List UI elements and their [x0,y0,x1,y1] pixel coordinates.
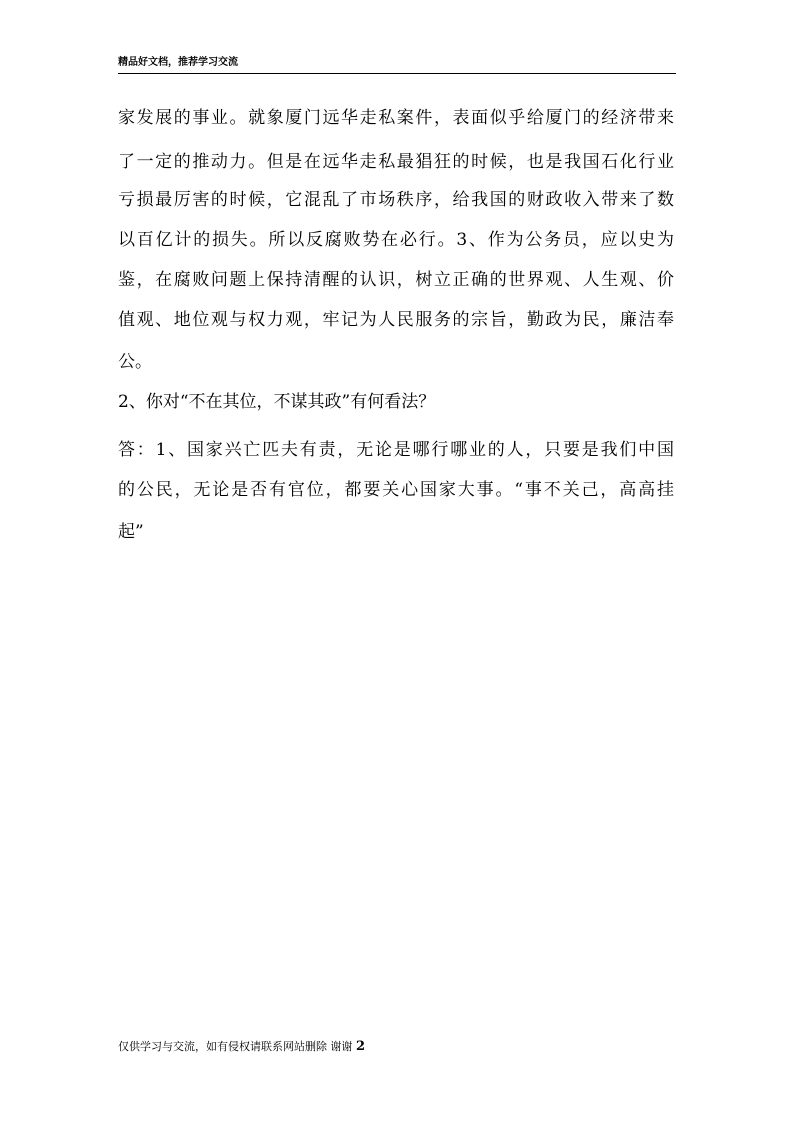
body-line-2: 了一定的推动力。但是在远华走私最猖狂的时候，也是我国石化行业 [118,152,674,172]
body-line-3: 亏损最厉害的时候，它混乱了市场秩序，给我国的财政收入带来了数 [118,190,674,210]
body-line-6: 值观、地位观与权力观，牢记为人民服务的宗旨，勤政为民，廉洁奉 [118,310,674,330]
body-line-7: 公。 [118,352,152,372]
body-line-1: 家发展的事业。就象厦门远华走私案件，表面似乎给厦门的经济带来 [118,108,674,128]
question-line: 2、你对“不在其位，不谋其政”有何看法？ [118,392,436,412]
answer-line-2: 的公民，无论是否有官位，都要关心国家大事。“事不关己，高高挂 [118,480,674,500]
header-text: 精品好文档，推荐学习交流 [118,57,238,68]
page-header [118,57,676,74]
body-line-5: 鉴，在腐败问题上保持清醒的认识，树立正确的世界观、人生观、价 [118,270,674,290]
footer-text: 仅供学习与交流，如有侵权请联系网站删除 谢谢 [118,1040,353,1053]
page-footer [118,1040,365,1054]
page-number: 2 [356,1039,366,1054]
body-line-4: 以百亿计的损失。所以反腐败势在必行。3、作为公务员，应以史为 [118,230,674,250]
answer-line-1: 答：1、国家兴亡匹夫有责，无论是哪行哪业的人，只要是我们中国 [118,440,674,460]
answer-line-3: 起” [118,522,144,542]
